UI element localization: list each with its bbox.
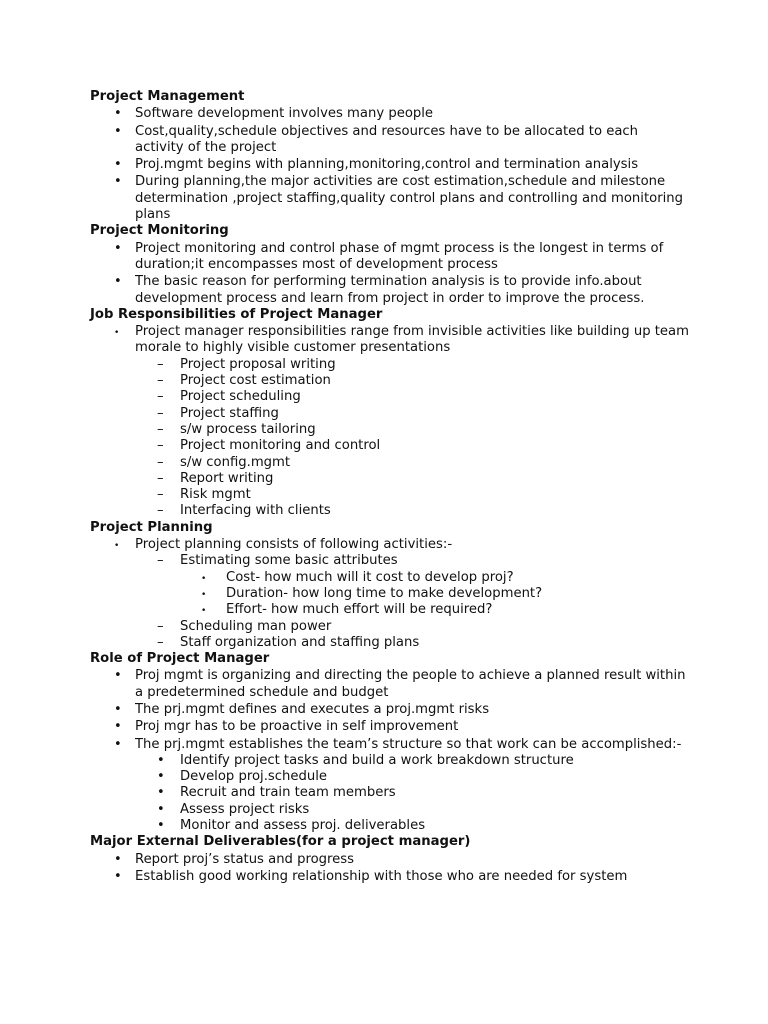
list-item-text: Project monitoring and control [180,438,381,454]
dash-marker [157,389,164,405]
dash-marker [157,357,164,373]
list-item-text: Project manager responsibilities range from invisible activities like building up team morale to highly visible customer presentations [135,324,689,356]
bullet-marker [114,537,119,554]
list-item-text: Estimating some basic attributes [180,553,398,569]
section [90,89,690,223]
section-heading: Major External Deliverables(for a project manager) [90,834,471,850]
bullet-marker [201,586,206,603]
section [90,307,690,520]
list-item [90,753,690,769]
list-item-text: Assess project risks [180,801,310,817]
list-item [90,274,690,307]
bullet-list [90,324,690,520]
bullet-list [90,537,690,651]
section-heading: Project Monitoring [90,223,229,239]
section-heading: Job Responsibilities of Project Manager [90,306,383,322]
list-item [90,668,690,701]
list-item [90,373,690,389]
dash-marker [157,487,164,503]
bullet-marker [157,785,165,801]
list-item [90,852,690,868]
dash-marker [157,619,164,635]
bullet-marker [114,241,122,257]
list-item-text: Project planning consists of following activities:- [135,537,453,553]
list-item-text: Cost- how much will it cost to develop proj? [226,569,514,585]
list-item-text: Proj.mgmt begins with planning,monitoring,control and termination analysis [135,157,639,173]
list-item [90,619,690,635]
list-item-text: Identify project tasks and build a work breakdown structure [180,752,574,768]
bullet-marker [114,719,122,735]
section [90,520,690,651]
list-item [90,737,690,753]
list-item-text: Effort- how much effort will be required? [226,602,493,618]
list-item-text: Report writing [180,470,274,486]
bullet-marker [114,124,122,140]
list-item [90,503,690,519]
list-item-text: Scheduling man power [180,618,332,634]
section [90,834,690,885]
list-item [90,124,690,157]
list-item [90,455,690,471]
bullet-marker [157,753,165,769]
dash-marker [157,373,164,389]
list-item [90,406,690,422]
dash-marker [157,438,164,454]
dash-marker [157,503,164,519]
list-item [90,389,690,405]
list-item-text: During planning,the major activities are cost estimation,schedule and milestone determination ,project staffing,quality control plans and controlling and monitoring plans [135,174,684,223]
dash-marker [157,406,164,422]
bullet-marker [114,702,122,718]
bullet-marker [201,602,206,619]
bullet-marker [114,174,122,190]
list-item-text: Interfacing with clients [180,503,331,519]
list-item-text: Report proj’s status and progress [135,851,355,867]
list-item [90,487,690,503]
list-item-text: Risk mgmt [180,487,251,503]
list-item-text: Monitor and assess proj. deliverables [180,818,426,834]
bullet-marker [157,769,165,785]
list-item-text: Staff organization and staffing plans [180,634,420,650]
list-item-text: Proj mgr has to be proactive in self improvement [135,719,459,735]
list-item [90,602,690,618]
list-item-text: s/w process tailoring [180,421,316,437]
list-item-text: Project monitoring and control phase of mgmt process is the longest in terms of duration;it encompasses most of development process [135,240,664,272]
list-item-text: The prj.mgmt defines and executes a proj.mgmt risks [135,701,490,717]
list-item-text: Project scheduling [180,389,301,405]
dash-marker [157,553,164,569]
list-item [90,553,690,569]
bullet-marker [114,737,122,753]
bullet-marker [114,869,122,885]
section-heading: Project Management [90,89,245,104]
dash-marker [157,471,164,487]
bullet-marker [157,818,165,834]
bullet-marker [114,157,122,173]
list-item [90,438,690,454]
dash-marker [157,635,164,651]
section [90,651,690,834]
list-item-text: Project proposal writing [180,356,336,372]
list-item [90,174,690,223]
bullet-marker [114,274,122,290]
list-item [90,570,690,586]
list-item [90,357,690,373]
list-item-text: Cost,quality,schedule objectives and resources have to be allocated to each activity of the project [135,123,639,155]
list-item-text: Software development involves many people [135,106,434,122]
list-item [90,157,690,173]
list-item [90,324,690,357]
list-item [90,802,690,818]
list-item [90,702,690,718]
list-item-text: Proj mgmt is organizing and directing the people to achieve a planned result within a predetermined schedule and budget [135,668,686,700]
bullet-marker [114,324,119,341]
list-item [90,719,690,735]
bullet-marker [114,852,122,868]
list-item [90,818,690,834]
list-item-text: Establish good working relationship with those who are needed for system [135,868,628,884]
list-item-text: Recruit and train team members [180,785,396,801]
list-item-text: The prj.mgmt establishes the team’s structure so that work can be accomplished:- [135,736,682,752]
bullet-list [90,668,690,834]
document-body [90,89,690,885]
list-item-text: Duration- how long time to make development? [226,585,543,601]
bullet-list [90,852,690,886]
bullet-marker [114,668,122,684]
list-item-text: Develop proj.schedule [180,769,328,785]
list-item-text: Project cost estimation [180,373,331,389]
list-item [90,471,690,487]
dash-marker [157,422,164,438]
bullet-list [90,241,690,307]
dash-marker [157,455,164,471]
section-heading: Project Planning [90,519,213,535]
bullet-marker [157,802,165,818]
list-item-text: Project staffing [180,405,279,421]
list-item [90,537,690,553]
bullet-marker [114,106,122,122]
list-item [90,241,690,274]
bullet-list [90,106,690,223]
list-item [90,586,690,602]
section [90,223,690,306]
list-item [90,422,690,438]
section-heading: Role of Project Manager [90,651,270,667]
bullet-marker [201,570,206,587]
list-item [90,869,690,885]
list-item [90,635,690,651]
list-item-text: The basic reason for performing termination analysis is to provide info.about development process and learn from project in order to improve the process. [135,274,645,306]
list-item-text: s/w config.mgmt [180,454,291,470]
list-item [90,769,690,785]
list-item [90,785,690,801]
document-sections [90,89,690,885]
list-item [90,106,690,122]
